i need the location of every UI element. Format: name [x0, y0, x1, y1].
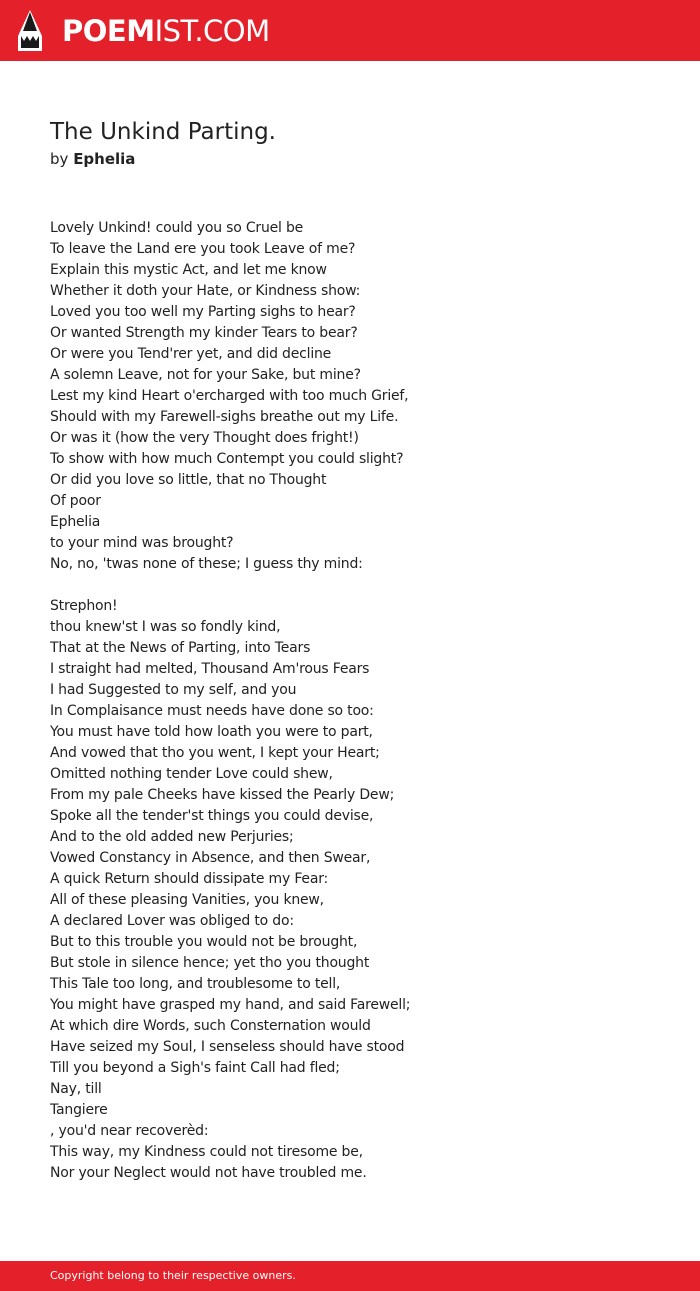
- site-footer: [0, 1261, 700, 1291]
- poem-line: Tangiere: [50, 1102, 108, 1118]
- poem-line: That at the News of Parting, into Tears: [50, 640, 311, 656]
- poem-line: Of poor: [50, 493, 101, 509]
- poem-line: Should with my Farewell-sighs breathe out my Life.: [50, 409, 399, 425]
- poem-line: Or were you Tend'rer yet, and did decline: [50, 346, 332, 362]
- poem-line: Or did you love so little, that no Thought: [50, 472, 327, 488]
- site-header: [0, 0, 700, 61]
- poem-line: A declared Lover was obliged to do:: [50, 913, 294, 929]
- poem-line: But stole in silence hence; yet tho you thought: [50, 955, 370, 971]
- poem-line: From my pale Cheeks have kissed the Pearly Dew;: [50, 787, 395, 803]
- poem-line: You might have grasped my hand, and said Farewell;: [50, 997, 411, 1013]
- poem-line: thou knew'st I was so fondly kind,: [50, 619, 281, 635]
- logo-text-bold: POEM: [62, 14, 155, 48]
- poem-line: Omitted nothing tender Love could shew,: [50, 766, 333, 782]
- poem-line: In Complaisance must needs have done so too:: [50, 703, 374, 719]
- poem-line: And vowed that tho you went, I kept your Heart;: [50, 745, 380, 761]
- poem-line: I straight had melted, Thousand Am'rous Fears: [50, 661, 370, 677]
- site-logo[interactable]: [62, 14, 270, 48]
- poem-line: This Tale too long, and troublesome to tell,: [50, 976, 341, 992]
- poem-line: To leave the Land ere you took Leave of me?: [50, 241, 356, 257]
- poem-line: Or wanted Strength my kinder Tears to bear?: [50, 325, 358, 341]
- poem-line: Till you beyond a Sigh's faint Call had fled;: [50, 1060, 340, 1076]
- poem-line: Whether it doth your Hate, or Kindness show:: [50, 283, 361, 299]
- poem-line: Vowed Constancy in Absence, and then Swear,: [50, 850, 371, 866]
- poem-line: And to the old added new Perjuries;: [50, 829, 294, 845]
- poem-line: Or was it (how the very Thought does fright!): [50, 430, 359, 446]
- poem-line: No, no, 'twas none of these; I guess thy mind:: [50, 556, 363, 572]
- stanza-break: [50, 575, 670, 596]
- poem-line: , you'd near recoverèd:: [50, 1123, 209, 1139]
- poem-byline: [50, 149, 135, 169]
- poem-line: Loved you too well my Parting sighs to hear?: [50, 304, 356, 320]
- byline-prefix: by: [50, 150, 69, 168]
- poem-line: At which dire Words, such Consternation would: [50, 1018, 371, 1034]
- poem-title: The Unkind Parting.: [50, 119, 276, 145]
- poem-line: Ephelia: [50, 514, 101, 530]
- pen-nib-icon[interactable]: [17, 9, 43, 52]
- poem-line: You must have told how loath you were to part,: [50, 724, 373, 740]
- poem-line: Lest my kind Heart o'ercharged with too much Grief,: [50, 388, 409, 404]
- poem-line: All of these pleasing Vanities, you knew,: [50, 892, 324, 908]
- poem-line: Strephon!: [50, 598, 118, 614]
- poem-author: Ephelia: [73, 150, 136, 168]
- poem-line: to your mind was brought?: [50, 535, 234, 551]
- poem-line: To show with how much Contempt you could slight?: [50, 451, 404, 467]
- poem-line: Explain this mystic Act, and let me know: [50, 262, 327, 278]
- footer-copyright: Copyright belong to their respective owners.: [50, 1269, 296, 1282]
- poem-line: I had Suggested to my self, and you: [50, 682, 297, 698]
- poem-line: Have seized my Soul, I senseless should have stood: [50, 1039, 405, 1055]
- poem-body: [50, 218, 670, 1184]
- poem-line: A solemn Leave, not for your Sake, but mine?: [50, 367, 361, 383]
- poem-line: But to this trouble you would not be brought,: [50, 934, 358, 950]
- poem-line: Nay, till: [50, 1081, 102, 1097]
- poem-line: This way, my Kindness could not tiresome be,: [50, 1144, 363, 1160]
- logo-text-light: IST.COM: [154, 14, 270, 48]
- poem-line: Lovely Unkind! could you so Cruel be: [50, 220, 304, 236]
- poem-line: Nor your Neglect would not have troubled me.: [50, 1165, 367, 1181]
- poem-line: A quick Return should dissipate my Fear:: [50, 871, 329, 887]
- poem-line: Spoke all the tender'st things you could devise,: [50, 808, 374, 824]
